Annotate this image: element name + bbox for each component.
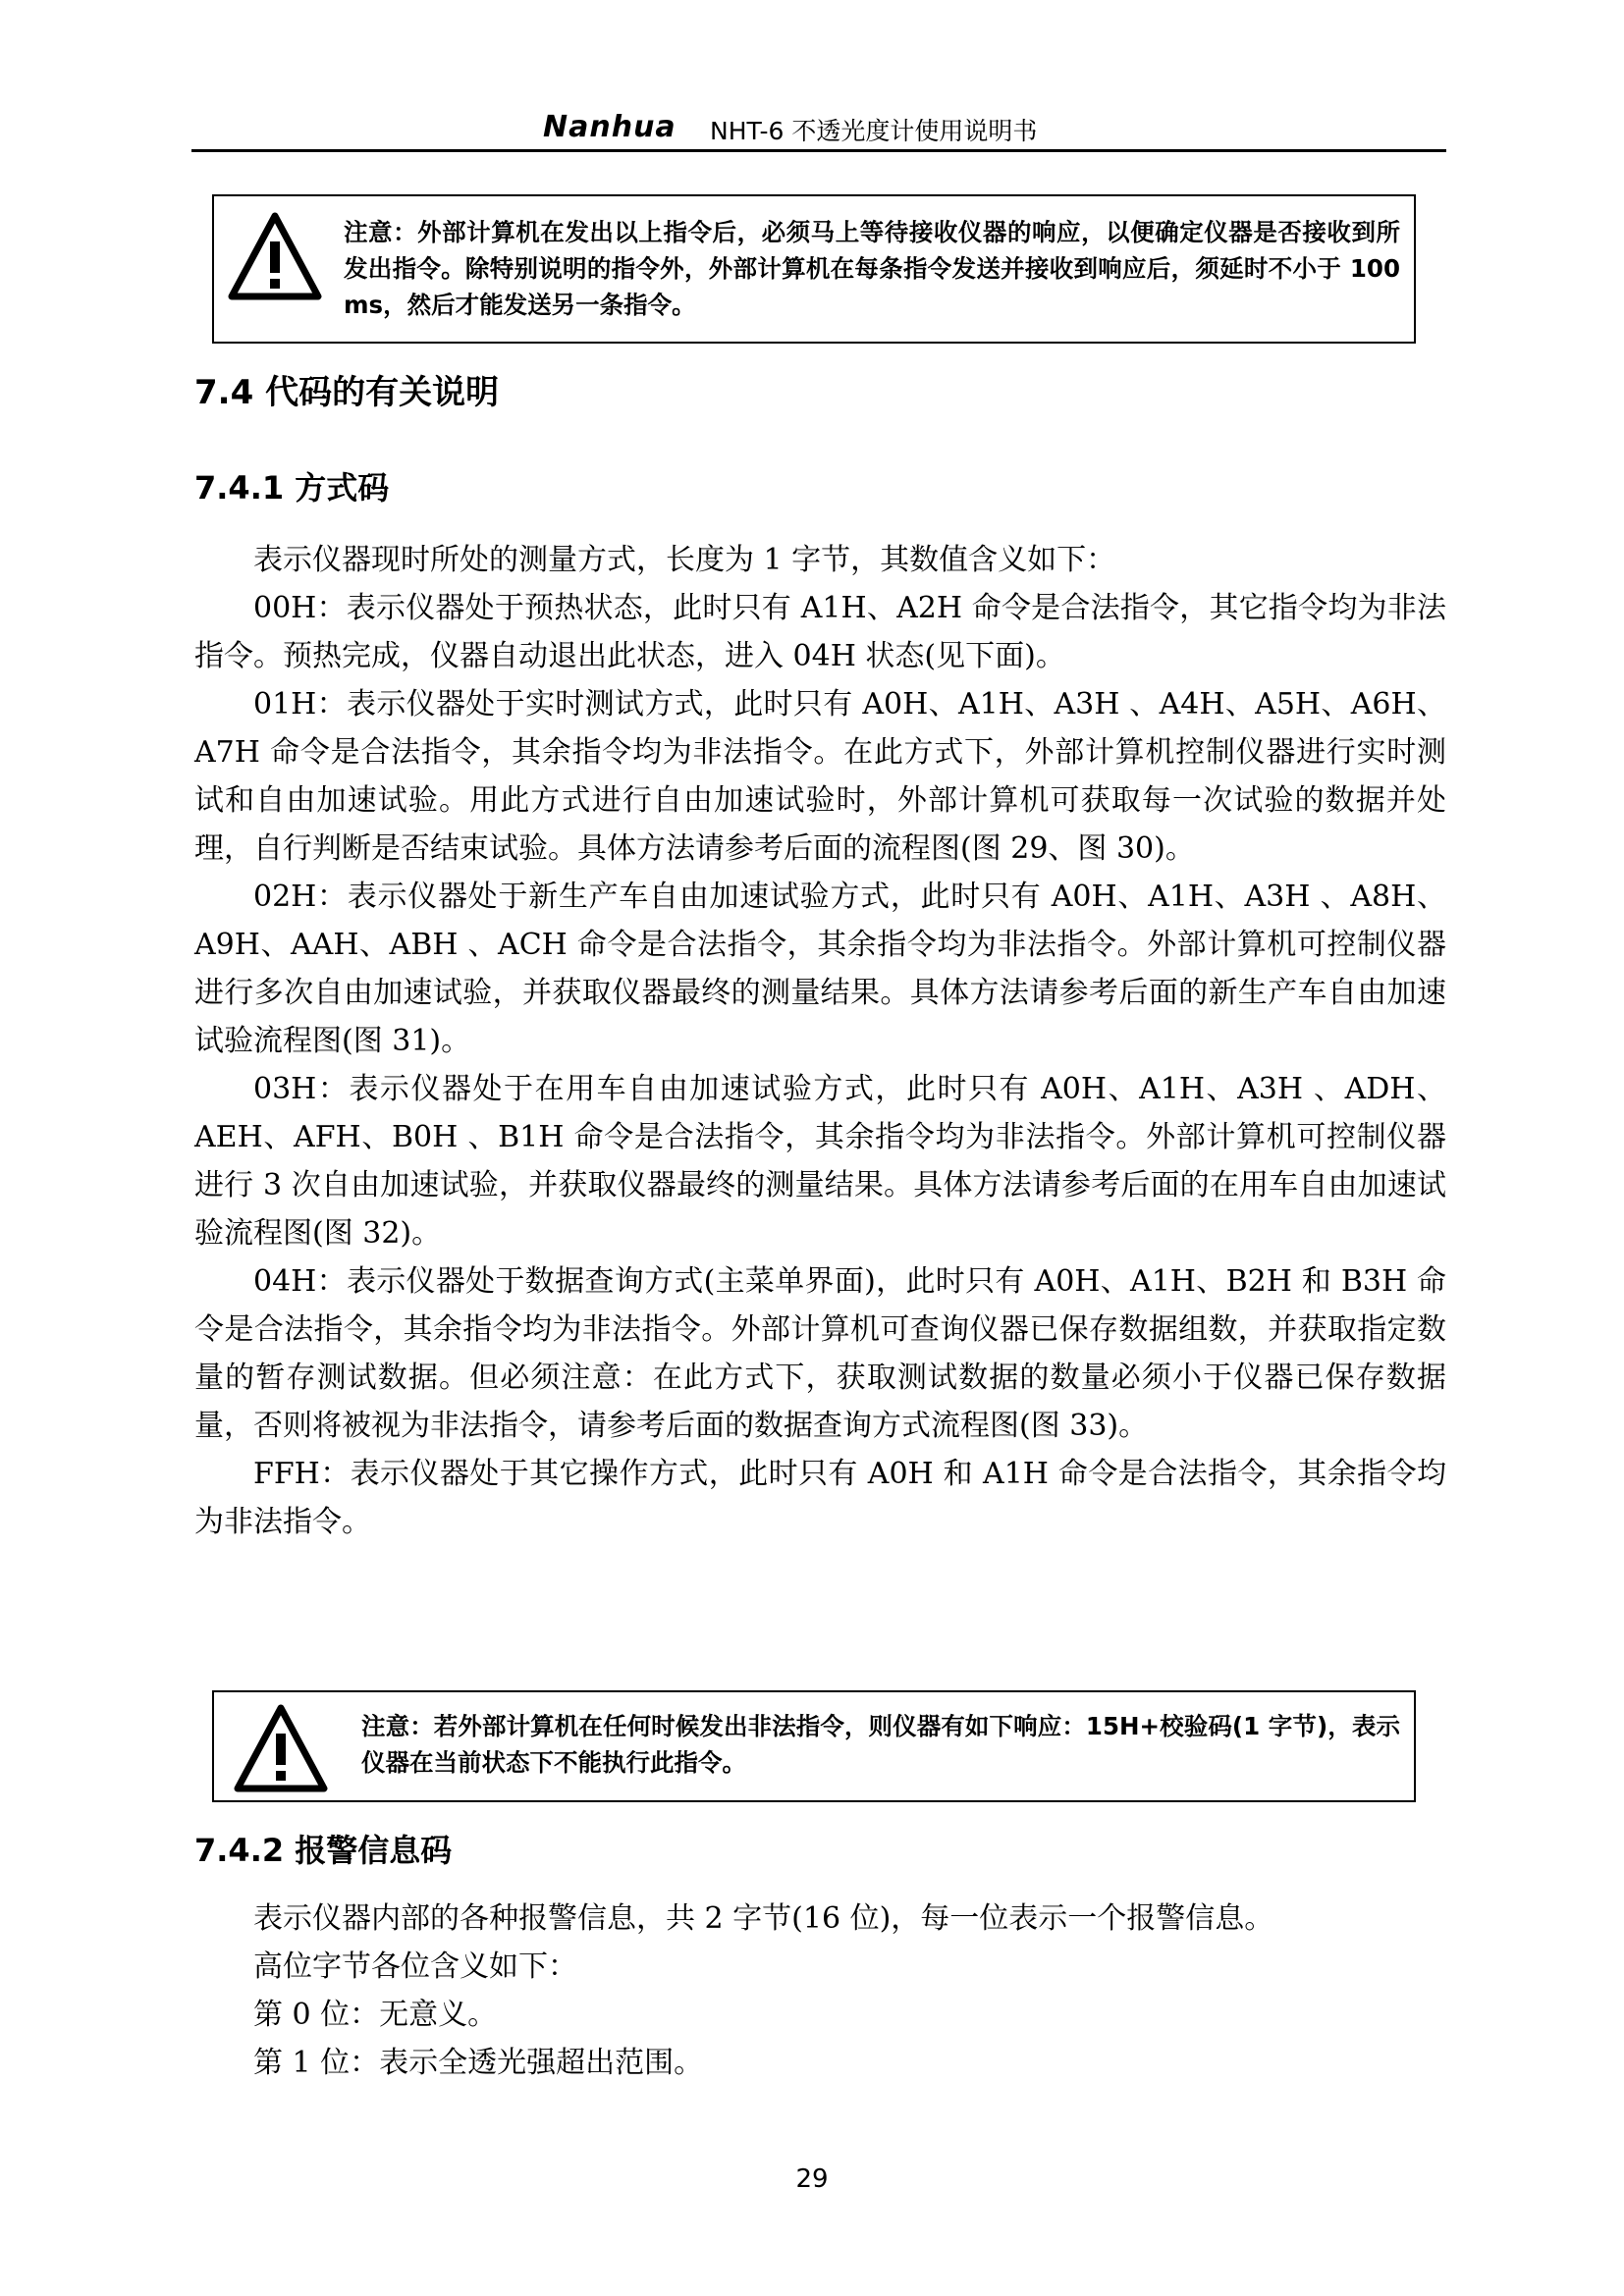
paragraph: 01H：表示仪器处于实时测试方式，此时只有 A0H、A1H、A3H 、A4H、A5H、A6H、A7H 命令是合法指令，其余指令均为非法指令。在此方式下，外部计算机控制仪器进行实时测试和自由加速试验。用此方式进行自由加速试验时，外部计算机可获取每一次试验的数据并处理，自行判断是否结束试验。具体方法请参考后面的流程图(图 29、图 30)。 <box>194 687 1446 866</box>
page-header <box>191 106 1446 152</box>
paragraph: 04H：表示仪器处于数据查询方式(主菜单界面)，此时只有 A0H、A1H、B2H 和 B3H 命令是合法指令，其余指令均为非法指令。外部计算机可查询仪器已保存数据组数，并获取指定数量的暂存测试数据。但必须注意：在此方式下，获取测试数据的数量必须小于仪器已保存数据量，否则将被视为非法指令，请参考后面的数据查询方式流程图(图 33)。 <box>194 1264 1446 1443</box>
page-number: 29 <box>795 2164 829 2194</box>
alarm-code-description <box>194 1895 1446 2087</box>
paragraph: 表示仪器现时所处的测量方式，长度为 1 字节，其数值含义如下： <box>253 543 1116 577</box>
warning-triangle-icon <box>228 212 322 300</box>
paragraph: 第 1 位：表示全透光强超出范围。 <box>253 2046 704 2080</box>
nanhua-logo: Nanhua <box>543 110 677 144</box>
notice-text-2: 注意：若外部计算机在任何时候发出非法指令，则仪器有如下响应：15H+校验码(1 字节)，表示仪器在当前状态下不能执行此指令。 <box>361 1712 1400 1777</box>
section-heading-7-4-1: 7.4.1 方式码 <box>194 469 390 507</box>
document-title: NHT-6 不透光度计使用说明书 <box>710 117 1038 145</box>
warning-triangle-icon <box>234 1704 328 1792</box>
paragraph: 高位字节各位含义如下： <box>253 1949 577 1984</box>
notice-box-2 <box>212 1690 1416 1802</box>
paragraph: 02H：表示仪器处于新生产车自由加速试验方式，此时只有 A0H、A1H、A3H 、A8H、A9H、AAH、ABH 、ACH 命令是合法指令，其余指令均为非法指令。外部计算机可控制仪器进行多次自由加速试验，并获取仪器最终的测量结果。具体方法请参考后面的新生产车自由加速试验流程图(图 31)。 <box>194 880 1446 1058</box>
paragraph: FFH：表示仪器处于其它操作方式，此时只有 A0H 和 A1H 命令是合法指令，其余指令均为非法指令。 <box>194 1457 1446 1539</box>
paragraph: 第 0 位：无意义。 <box>253 1998 498 2032</box>
section-heading-7-4: 7.4 代码的有关说明 <box>194 373 500 412</box>
paragraph: 表示仪器内部的各种报警信息，共 2 字节(16 位)，每一位表示一个报警信息。 <box>253 1901 1274 1936</box>
section-heading-7-4-2: 7.4.2 报警信息码 <box>194 1832 453 1869</box>
notice-box-1 <box>212 194 1416 344</box>
notice-text-1: 注意：外部计算机在发出以上指令后，必须马上等待接收仪器的响应，以便确定仪器是否接收到所发出指令。除特别说明的指令外，外部计算机在每条指令发送并接收到响应后，须延时不小于 100 ms，然后才能发送另一条指令。 <box>344 218 1400 319</box>
mode-code-description <box>194 536 1446 1546</box>
paragraph: 03H：表示仪器处于在用车自由加速试验方式，此时只有 A0H、A1H、A3H 、ADH、AEH、AFH、B0H 、B1H 命令是合法指令，其余指令均为非法指令。外部计算机可控制仪器进行 3 次自由加速试验，并获取仪器最终的测量结果。具体方法请参考后面的在用车自由加速试验流程图(图 32)。 <box>194 1072 1446 1251</box>
paragraph: 00H：表示仪器处于预热状态，此时只有 A1H、A2H 命令是合法指令，其它指令均为非法指令。预热完成，仪器自动退出此状态，进入 04H 状态(见下面)。 <box>194 591 1446 673</box>
